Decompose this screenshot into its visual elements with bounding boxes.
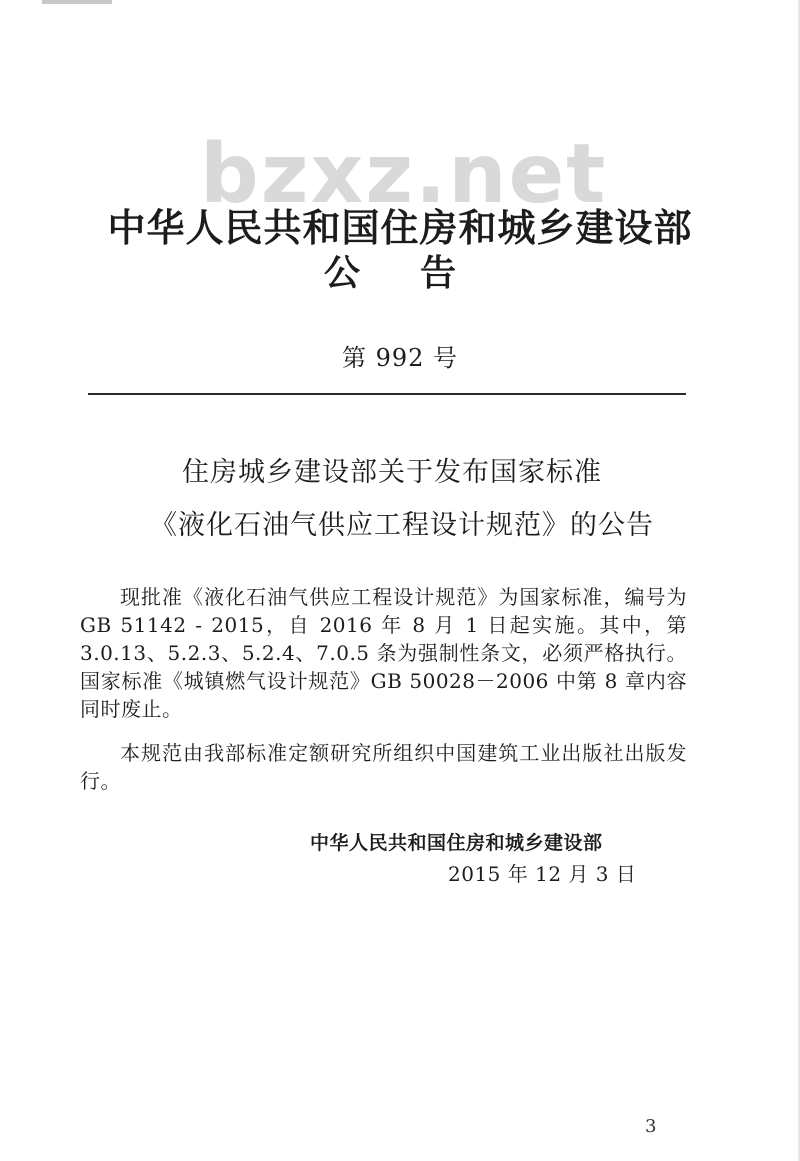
header-divider: [88, 393, 686, 395]
body-paragraph-2: 本规范由我部标准定额研究所组织中国建筑工业出版社出版发行。: [80, 741, 687, 793]
notice-label: 公告: [323, 252, 516, 294]
watermark: bzxz.net: [200, 127, 608, 222]
body-paragraph-1: 现批准《液化石油气供应工程设计规范》为国家标准，编号为 GB 51142 - 2015，自 2016 年 8 月 1 日起实施。其中，第 3.0.13、5.2.3、5.2.4、7.0.5 条为强制性条文，必须严格执行。国家标准《城镇燃气设计规范》GB 50028－2006 中第 8 章内容同时废止。: [80, 585, 687, 721]
notice-heading-line-1: 住房城乡建设部关于发布国家标准: [182, 457, 602, 488]
signoff-date: 2015 年 12 月 3 日: [448, 862, 637, 886]
scan-corner-mark: [42, 0, 112, 4]
signoff-organization: 中华人民共和国住房和城乡建设部: [310, 832, 603, 854]
notice-number: 第 992 号: [341, 344, 459, 372]
notice-heading-line-2: 《液化石油气供应工程设计规范》的公告: [150, 510, 654, 541]
page-number: 3: [645, 1116, 657, 1137]
ministry-title: 中华人民共和国住房和城乡建设部: [107, 205, 693, 250]
